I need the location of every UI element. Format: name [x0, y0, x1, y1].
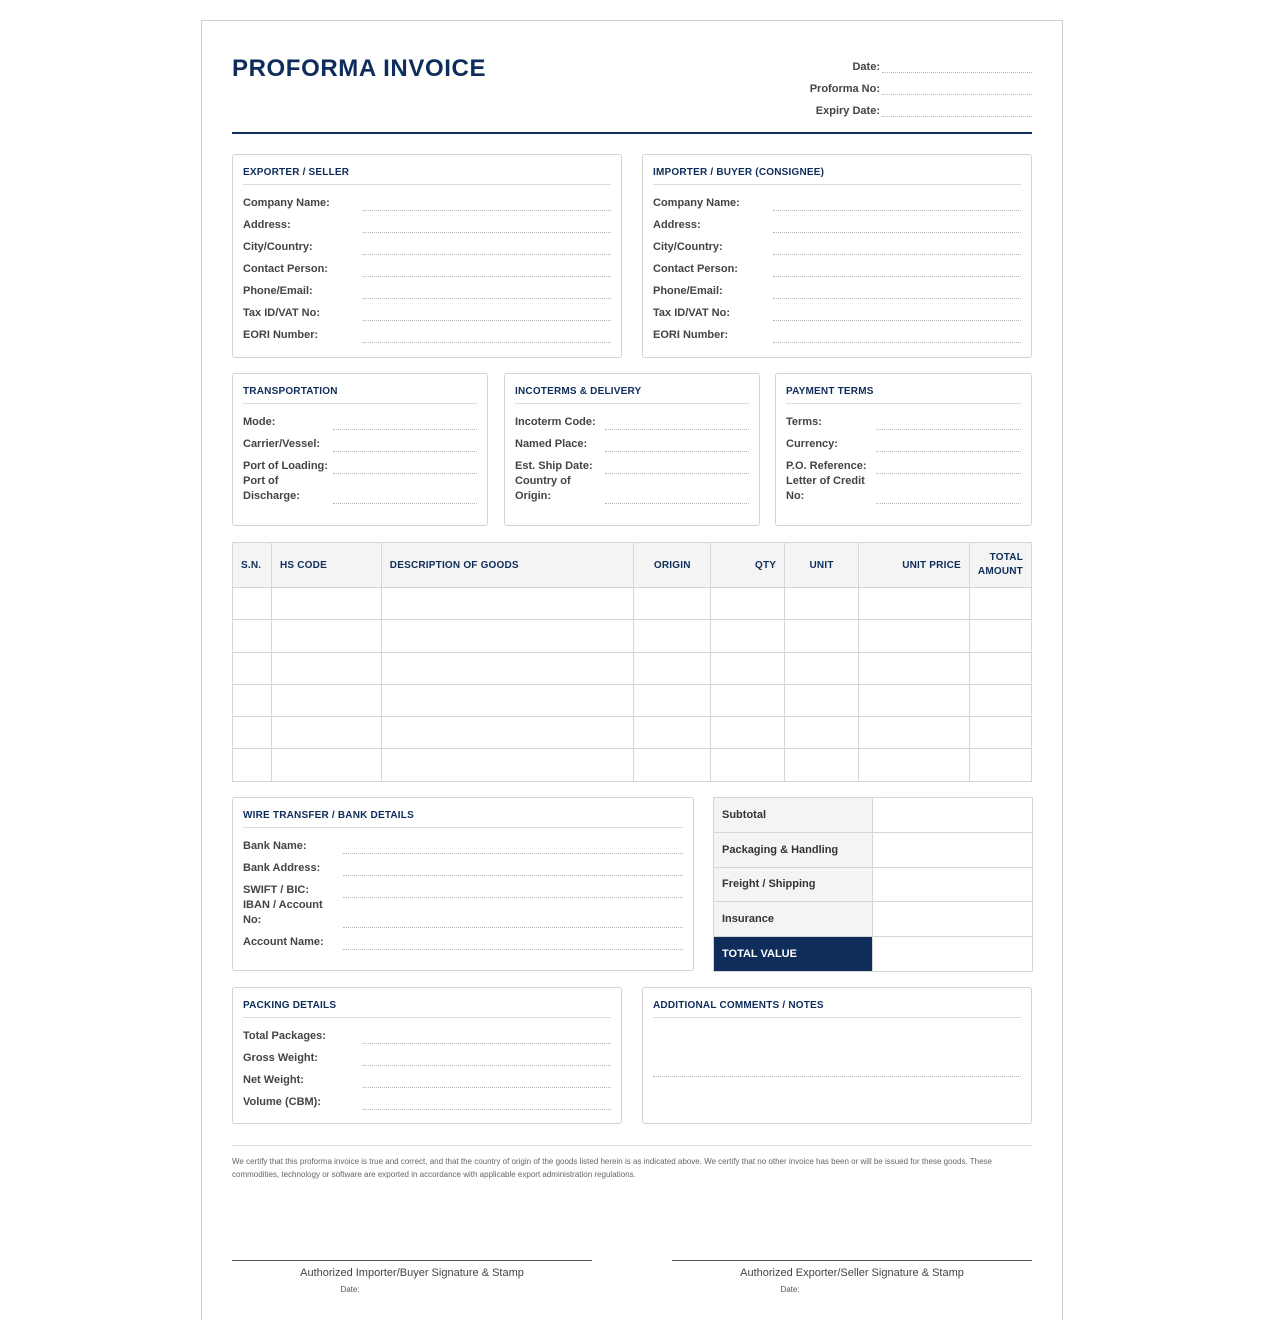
- importer-signature-block[interactable]: [232, 1260, 592, 1294]
- col-sn: S.N.: [233, 543, 272, 588]
- exporter-signature-block[interactable]: [672, 1260, 1032, 1294]
- gross-weight-label: Gross Weight:: [243, 1052, 318, 1064]
- exporter-title: EXPORTER / SELLER: [243, 167, 611, 185]
- terms-label: Terms:: [786, 416, 822, 428]
- incoterms-box: [504, 373, 760, 526]
- iban-label: IBAN / Account No:: [243, 899, 323, 926]
- net-weight-input[interactable]: [363, 1072, 611, 1088]
- page-title: PROFORMA INVOICE: [232, 55, 487, 82]
- incoterms-field-row: [515, 430, 749, 452]
- importer-signature-date: Date:: [340, 1285, 360, 1294]
- transport-mode-input[interactable]: [333, 414, 477, 430]
- bank-field-row: [243, 876, 683, 898]
- importer-field-row: [653, 233, 1021, 255]
- ship-date-label: Est. Ship Date:: [515, 460, 593, 472]
- importer-title: IMPORTER / BUYER (CONSIGNEE): [653, 167, 1021, 185]
- table-row: [233, 749, 1032, 781]
- named-place-input[interactable]: [605, 436, 749, 452]
- transport-discharge-input[interactable]: [333, 488, 477, 504]
- table-row: [233, 588, 1032, 620]
- importer-phone-input[interactable]: [773, 283, 1021, 299]
- invoice-page: [201, 20, 1063, 1320]
- importer-company-label: Company Name:: [653, 197, 740, 209]
- po-reference-input[interactable]: [876, 458, 1021, 474]
- importer-field-row: [653, 321, 1021, 343]
- exporter-city-input[interactable]: [363, 239, 611, 255]
- col-qty: QTY: [711, 543, 785, 588]
- exporter-address-input[interactable]: [363, 217, 611, 233]
- transport-carrier-input[interactable]: [333, 436, 477, 452]
- comments-input[interactable]: [653, 1076, 1021, 1077]
- bank-address-input[interactable]: [343, 860, 683, 876]
- importer-city-label: City/Country:: [653, 241, 723, 253]
- bank-title: WIRE TRANSFER / BANK DETAILS: [243, 810, 683, 828]
- payment-field-row: [786, 474, 1021, 504]
- gross-weight-input[interactable]: [363, 1050, 611, 1066]
- col-description: DESCRIPTION OF GOODS: [381, 543, 634, 588]
- certification-text: We certify that this proforma invoice is true and correct, and that the country of origin of the goods listed herein is as indicated above. We certify that no other invoice has been or will be issued for these goods. These commodities, technology or software are exported in accordance with applicable export administration regulations.: [232, 1145, 1032, 1181]
- col-unit: UNIT: [785, 543, 859, 588]
- importer-field-row: [653, 255, 1021, 277]
- packing-title: PACKING DETAILS: [243, 1000, 611, 1018]
- col-origin: ORIGIN: [634, 543, 711, 588]
- exporter-company-label: Company Name:: [243, 197, 330, 209]
- transport-field-row: [243, 408, 477, 430]
- bank-name-input[interactable]: [343, 838, 683, 854]
- transportation-box: [232, 373, 488, 526]
- ship-date-input[interactable]: [605, 458, 749, 474]
- country-origin-input[interactable]: [605, 488, 749, 504]
- terms-input[interactable]: [876, 414, 1021, 430]
- meta-date-field[interactable]: [882, 57, 1032, 73]
- currency-label: Currency:: [786, 438, 838, 450]
- exporter-field-row: [243, 321, 611, 343]
- comments-title: ADDITIONAL COMMENTS / NOTES: [653, 1000, 1021, 1018]
- exporter-field-row: [243, 255, 611, 277]
- payment-box: [775, 373, 1032, 526]
- exporter-eori-input[interactable]: [363, 327, 611, 343]
- transport-discharge-label: Port of Discharge:: [243, 475, 300, 502]
- importer-address-input[interactable]: [773, 217, 1021, 233]
- items-table: [232, 542, 1032, 782]
- freight-row: [714, 867, 1033, 902]
- swift-input[interactable]: [343, 882, 683, 898]
- exporter-address-label: Address:: [243, 219, 291, 231]
- freight-value[interactable]: [873, 867, 1033, 902]
- importer-field-row: [653, 277, 1021, 299]
- packing-field-row: [243, 1066, 611, 1088]
- exporter-company-input[interactable]: [363, 195, 611, 211]
- total-value-row: [714, 937, 1033, 972]
- exporter-signature-label: Authorized Exporter/Seller Signature & Stamp: [740, 1267, 964, 1279]
- importer-city-input[interactable]: [773, 239, 1021, 255]
- named-place-label: Named Place:: [515, 438, 588, 450]
- transport-loading-label: Port of Loading:: [243, 460, 328, 472]
- incoterm-code-label: Incoterm Code:: [515, 416, 596, 428]
- exporter-tax-label: Tax ID/VAT No:: [243, 307, 320, 319]
- packing-field-row: [243, 1044, 611, 1066]
- country-origin-label: Country of Origin:: [515, 475, 571, 502]
- bank-field-row: [243, 898, 683, 928]
- transport-field-row: [243, 474, 477, 504]
- packaging-row: [714, 832, 1033, 867]
- importer-phone-label: Phone/Email:: [653, 285, 723, 297]
- packing-field-row: [243, 1022, 611, 1044]
- packing-box: [232, 987, 622, 1124]
- letter-credit-input[interactable]: [876, 488, 1021, 504]
- meta-date-row: [782, 51, 1032, 73]
- payment-field-row: [786, 408, 1021, 430]
- incoterms-field-row: [515, 474, 749, 504]
- items-table-header: [233, 543, 1032, 588]
- total-packages-input[interactable]: [363, 1028, 611, 1044]
- currency-input[interactable]: [876, 436, 1021, 452]
- incoterms-field-row: [515, 408, 749, 430]
- meta-proforma-no-label: Proforma No:: [809, 83, 880, 95]
- meta-proforma-no-row: [782, 73, 1032, 95]
- meta-expiry-field[interactable]: [882, 101, 1032, 117]
- table-row: [233, 684, 1032, 716]
- transport-carrier-label: Carrier/Vessel:: [243, 438, 321, 450]
- exporter-phone-label: Phone/Email:: [243, 285, 313, 297]
- importer-field-row: [653, 189, 1021, 211]
- col-total-amount: TOTAL AMOUNT: [969, 543, 1031, 588]
- packing-field-row: [243, 1088, 611, 1110]
- table-row: [233, 620, 1032, 652]
- importer-address-label: Address:: [653, 219, 701, 231]
- exporter-box: [232, 154, 622, 358]
- volume-label: Volume (CBM):: [243, 1096, 322, 1108]
- importer-box: [642, 154, 1032, 358]
- exporter-city-label: City/Country:: [243, 241, 313, 253]
- insurance-row: [714, 902, 1033, 937]
- exporter-contact-label: Contact Person:: [243, 263, 328, 275]
- transport-mode-label: Mode:: [243, 416, 276, 428]
- net-weight-label: Net Weight:: [243, 1074, 304, 1086]
- table-row: [233, 717, 1032, 749]
- letter-credit-label: Letter of Credit No:: [786, 475, 865, 502]
- payment-field-row: [786, 430, 1021, 452]
- exporter-contact-input[interactable]: [363, 261, 611, 277]
- header-divider: [232, 132, 1032, 134]
- meta-expiry-row: [782, 95, 1032, 117]
- incoterm-code-input[interactable]: [605, 414, 749, 430]
- exporter-field-row: [243, 277, 611, 299]
- meta-expiry-label: Expiry Date:: [815, 105, 880, 117]
- invoice-meta: [782, 51, 1032, 117]
- exporter-tax-input[interactable]: [363, 305, 611, 321]
- exporter-phone-input[interactable]: [363, 283, 611, 299]
- packaging-label: Packaging & Handling: [714, 832, 873, 867]
- bank-field-row: [243, 832, 683, 854]
- comments-box: [642, 987, 1032, 1124]
- exporter-field-row: [243, 189, 611, 211]
- payment-title: PAYMENT TERMS: [786, 386, 1021, 404]
- totals-table: [713, 797, 1033, 972]
- importer-field-row: [653, 299, 1021, 321]
- meta-proforma-no-field[interactable]: [882, 79, 1032, 95]
- bank-field-row: [243, 928, 683, 950]
- importer-contact-label: Contact Person:: [653, 263, 738, 275]
- bank-name-label: Bank Name:: [243, 840, 307, 852]
- importer-eori-input[interactable]: [773, 327, 1021, 343]
- po-reference-label: P.O. Reference:: [786, 460, 867, 472]
- subtotal-value[interactable]: [873, 798, 1033, 833]
- importer-eori-label: EORI Number:: [653, 329, 729, 341]
- transportation-title: TRANSPORTATION: [243, 386, 477, 404]
- importer-signature-label: Authorized Importer/Buyer Signature & Stamp: [300, 1267, 524, 1279]
- col-hs-code: HS CODE: [271, 543, 381, 588]
- subtotal-label: Subtotal: [714, 798, 873, 833]
- transport-loading-input[interactable]: [333, 458, 477, 474]
- exporter-field-row: [243, 211, 611, 233]
- insurance-label: Insurance: [714, 902, 873, 937]
- importer-tax-input[interactable]: [773, 305, 1021, 321]
- packaging-value[interactable]: [873, 832, 1033, 867]
- exporter-field-row: [243, 299, 611, 321]
- total-packages-label: Total Packages:: [243, 1030, 326, 1042]
- account-name-label: Account Name:: [243, 936, 324, 948]
- bank-box: [232, 797, 694, 971]
- exporter-signature-date: Date:: [780, 1285, 800, 1294]
- bank-address-label: Bank Address:: [243, 862, 321, 874]
- incoterms-field-row: [515, 452, 749, 474]
- exporter-eori-label: EORI Number:: [243, 329, 319, 341]
- incoterms-title: INCOTERMS & DELIVERY: [515, 386, 749, 404]
- transport-field-row: [243, 452, 477, 474]
- insurance-value[interactable]: [873, 902, 1033, 937]
- transport-field-row: [243, 430, 477, 452]
- payment-field-row: [786, 452, 1021, 474]
- col-unit-price: UNIT PRICE: [859, 543, 970, 588]
- volume-input[interactable]: [363, 1094, 611, 1110]
- account-name-input[interactable]: [343, 934, 683, 950]
- freight-label: Freight / Shipping: [714, 867, 873, 902]
- total-value-label: TOTAL VALUE: [714, 937, 873, 972]
- importer-field-row: [653, 211, 1021, 233]
- importer-company-input[interactable]: [773, 195, 1021, 211]
- subtotal-row: [714, 798, 1033, 833]
- table-row: [233, 652, 1032, 684]
- swift-label: SWIFT / BIC:: [243, 884, 309, 896]
- exporter-field-row: [243, 233, 611, 255]
- iban-input[interactable]: [343, 912, 683, 928]
- meta-date-label: Date:: [852, 61, 880, 73]
- total-value-value[interactable]: [873, 937, 1033, 972]
- bank-field-row: [243, 854, 683, 876]
- importer-tax-label: Tax ID/VAT No:: [653, 307, 730, 319]
- importer-contact-input[interactable]: [773, 261, 1021, 277]
